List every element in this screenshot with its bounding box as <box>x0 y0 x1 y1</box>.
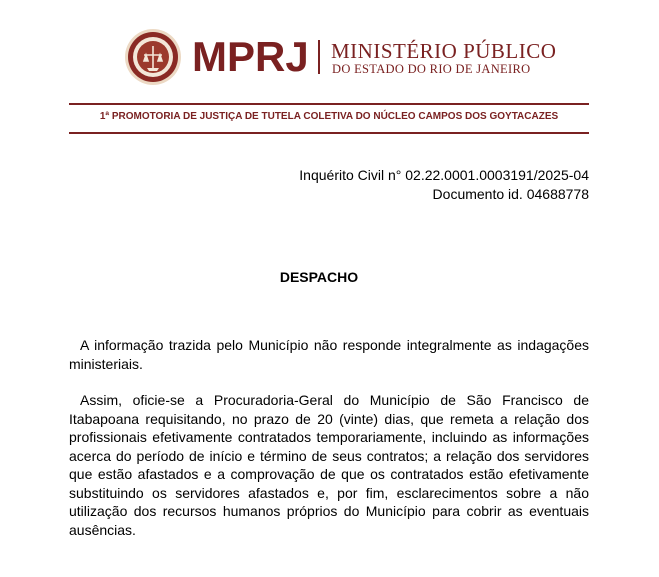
bottom-rule <box>69 132 589 134</box>
document-id: Documento id. 04688778 <box>432 186 589 202</box>
promotoria-heading: 1ª PROMOTORIA DE JUSTIÇA DE TUTELA COLETIVA DO NÚCLEO CAMPOS DOS GOYTACAZES <box>99 111 559 122</box>
document-title: DESPACHO <box>279 269 359 285</box>
inquerito-reference: Inquérito Civil n° 02.22.0001.0003191/2025-04 <box>299 167 589 183</box>
paragraph-1: A informação trazida pelo Município não responde integralmente as indagações ministeriais. <box>69 337 589 372</box>
org-name: MINISTÉRIO PÚBLICO <box>331 39 557 63</box>
top-rule <box>69 103 589 105</box>
org-subname: DO ESTADO DO RIO DE JANEIRO <box>332 62 531 76</box>
header-separator <box>318 40 320 74</box>
paragraph-2: Assim, oficie-se a Procuradoria-Geral do Município de São Francisco de Itabapoana requisitando, no prazo de 20 (vinte) dias, que remeta a relação dos profissionais efetivamente contratados temporariamente, incluindo as informações acerca do período de início e término de seus contratos; a relação dos servidores que estão afastados e a comprovação de que os contratados estão efetivamente substituindo os servidores afastados e, por fim, esclarecimentos sobre a não utilização dos recursos humanos próprios do Município para cobrir as eventuais ausências. <box>69 392 589 538</box>
mprj-wordmark: MPRJ <box>192 33 309 80</box>
mprj-seal-logo <box>124 28 182 86</box>
letterhead <box>0 0 659 100</box>
